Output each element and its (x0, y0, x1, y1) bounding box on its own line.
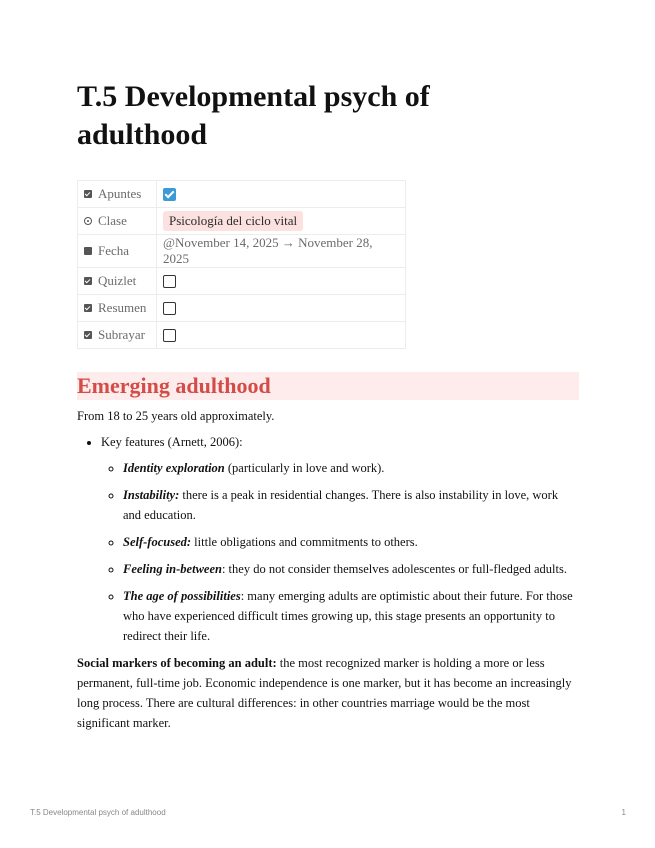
section-heading: Emerging adulthood (77, 372, 579, 400)
property-subrayar (78, 322, 406, 349)
feature-term: Feeling in-between (123, 562, 222, 576)
property-label: Quizlet (98, 273, 137, 288)
checkbox-property-icon (84, 331, 92, 339)
property-value (157, 295, 406, 322)
checkbox-property-icon (84, 190, 92, 198)
markers-paragraph (77, 653, 579, 733)
property-label: Fecha (98, 243, 130, 258)
property-key (78, 322, 157, 349)
property-value (157, 235, 406, 268)
select-property-icon (84, 217, 92, 225)
markers-term: Social markers of becoming an adult: (77, 656, 277, 670)
property-fecha (78, 235, 406, 268)
property-quizlet (78, 268, 406, 295)
property-value (157, 322, 406, 349)
feature-text: there is a peak in residential changes. There is also instability in love, work and education. (123, 488, 559, 522)
feature-text: (particularly in love and work). (224, 461, 385, 475)
page-title: T.5 Developmental psych of adulthood (77, 80, 430, 151)
property-value (157, 268, 406, 295)
feature-term: Identity exploration (123, 461, 225, 475)
key-features-list (77, 432, 579, 646)
property-apuntes (78, 181, 406, 208)
resumen-checkbox[interactable] (163, 302, 176, 315)
property-key (78, 181, 157, 208)
property-value (157, 208, 406, 235)
property-value (157, 181, 406, 208)
features-sublist (101, 458, 579, 646)
page-number: 1 (621, 808, 626, 817)
property-key (78, 268, 157, 295)
feature-term: Self-focused: (123, 535, 192, 549)
subrayar-checkbox[interactable] (163, 329, 176, 342)
markers-text: the most recognized marker is holding a more or less permanent, full-time job. Economic independence is one marker, but it has become an increasingly long process. There are cultural differences: in other countries marriage would be the most significant marker. (77, 656, 572, 730)
list-item (101, 432, 579, 646)
feature-term: Instability: (123, 488, 180, 502)
property-label: Resumen (98, 300, 147, 315)
clase-tag[interactable]: Psicología del ciclo vital (163, 211, 303, 231)
feature-term: The age of possibilities (123, 589, 241, 603)
property-label: Clase (98, 213, 127, 228)
intro-paragraph: From 18 to 25 years old approximately. (77, 409, 275, 423)
property-key (78, 235, 157, 268)
page-footer (30, 808, 626, 817)
section-body (77, 406, 579, 733)
list-item (123, 532, 579, 552)
property-label: Apuntes (98, 186, 142, 201)
list-item (123, 485, 579, 525)
fecha-value[interactable]: @November 14, 2025 → November 28, 2025 (163, 235, 373, 266)
property-resumen (78, 295, 406, 322)
property-label: Subrayar (98, 327, 145, 342)
properties-table (77, 180, 406, 349)
feature-text: : they do not consider themselves adolescentes or full-fledged adults. (221, 562, 567, 576)
apuntes-checkbox[interactable] (163, 188, 176, 201)
quizlet-checkbox[interactable] (163, 275, 176, 288)
list-item (123, 559, 579, 579)
feature-text: little obligations and commitments to others. (191, 535, 418, 549)
property-key (78, 208, 157, 235)
property-clase (78, 208, 406, 235)
feature-text: : many emerging adults are optimistic about their future. For those who have experienced difficult times growing up, this stage presents an opportunity to redirect their life. (123, 589, 573, 643)
list-item (123, 586, 579, 646)
property-key (78, 295, 157, 322)
checkbox-property-icon (84, 304, 92, 312)
footer-title: T.5 Developmental psych of adulthood (30, 808, 166, 817)
list-item (123, 458, 579, 478)
key-features-label: Key features (Arnett, 2006): (101, 435, 243, 449)
calendar-icon (84, 247, 92, 255)
checkbox-property-icon (84, 277, 92, 285)
